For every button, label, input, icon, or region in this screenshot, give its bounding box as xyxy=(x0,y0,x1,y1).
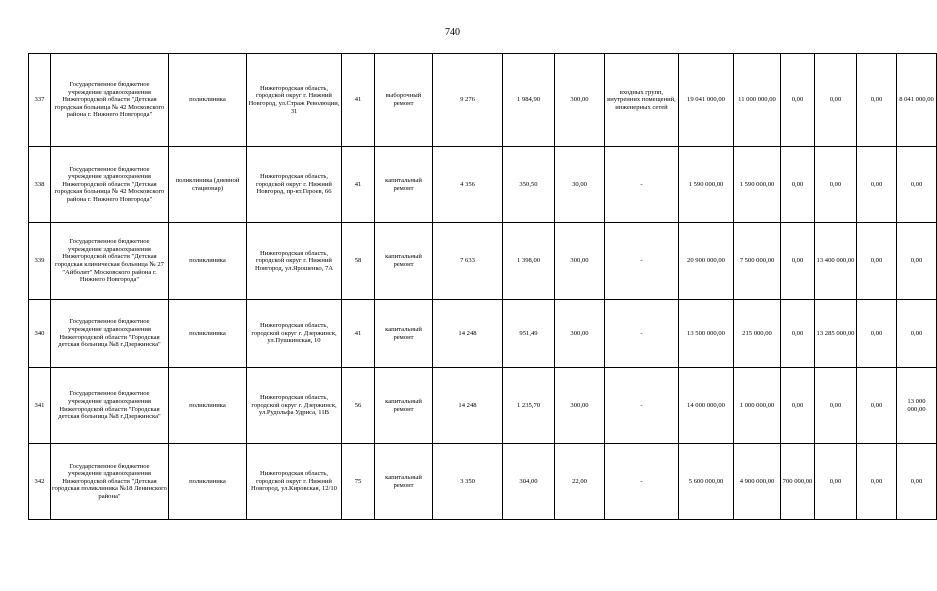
cell-col4: 75 xyxy=(342,444,375,520)
cell-col10: 1 590 000,00 xyxy=(679,147,734,223)
cell-col9: - xyxy=(605,147,679,223)
cell-col10: 14 000 000,00 xyxy=(679,368,734,444)
cell-col4: 41 xyxy=(342,147,375,223)
cell-col14: 0,00 xyxy=(857,444,897,520)
cell-institution: Государственное бюджетное учреждение здравоохранения Нижегородской области "Детская городская поликлиника №18 Ленинского района" xyxy=(51,444,169,520)
cell-col7: 1 984,90 xyxy=(503,54,555,147)
cell-col14: 0,00 xyxy=(857,54,897,147)
cell-col7: 1 398,00 xyxy=(503,223,555,300)
cell-col12: 0,00 xyxy=(781,54,815,147)
cell-facility-type: поликлиника xyxy=(169,300,247,368)
cell-address: Нижегородская область, городской округ г. Нижний Новгород, ул.Ярошенко, 7А xyxy=(247,223,342,300)
cell-number: 340 xyxy=(29,300,51,368)
cell-col12: 0,00 xyxy=(781,368,815,444)
cell-col8: 300,00 xyxy=(555,300,605,368)
cell-col15: 0,00 xyxy=(897,223,937,300)
cell-repair-type: капитальный ремонт xyxy=(375,300,433,368)
cell-address: Нижегородская область, городской округ г. Дзержинск, ул.Пушкинская, 10 xyxy=(247,300,342,368)
cell-col14: 0,00 xyxy=(857,223,897,300)
table-row xyxy=(29,300,937,368)
cell-institution: Государственное бюджетное учреждение здравоохранения Нижегородской области "Детская городская больница № 42 Московского района г. Нижнего Новгорода" xyxy=(51,54,169,147)
cell-col10: 13 500 000,00 xyxy=(679,300,734,368)
cell-repair-type: капитальный ремонт xyxy=(375,223,433,300)
cell-col12: 700 000,00 xyxy=(781,444,815,520)
cell-col15: 8 041 000,00 xyxy=(897,54,937,147)
cell-institution: Государственное бюджетное учреждение здравоохранения Нижегородской области "Детская городская больница № 42 Московского района г. Нижнего Новгорода" xyxy=(51,147,169,223)
cell-col10: 20 900 000,00 xyxy=(679,223,734,300)
cell-col9: входных групп, внутренних помещений, инженерных сетей xyxy=(605,54,679,147)
table-row xyxy=(29,147,937,223)
cell-col4: 41 xyxy=(342,54,375,147)
page-number: 740 xyxy=(445,27,460,38)
cell-col6: 14 248 xyxy=(433,368,503,444)
cell-col9: - xyxy=(605,368,679,444)
cell-col4: 56 xyxy=(342,368,375,444)
cell-col15: 13 000 000,00 xyxy=(897,368,937,444)
cell-col13: 13 400 000,00 xyxy=(815,223,857,300)
cell-col7: 951,49 xyxy=(503,300,555,368)
cell-col9: - xyxy=(605,300,679,368)
cell-facility-type: поликлиника xyxy=(169,223,247,300)
cell-col8: 300,00 xyxy=(555,223,605,300)
cell-col13: 0,00 xyxy=(815,444,857,520)
table-row xyxy=(29,223,937,300)
cell-col6: 9 276 xyxy=(433,54,503,147)
cell-col7: 304,00 xyxy=(503,444,555,520)
cell-address: Нижегородская область, городской округ г. Нижний Новгород, ул.Страж Революции, 31 xyxy=(247,54,342,147)
cell-col15: 0,00 xyxy=(897,147,937,223)
cell-repair-type: капитальный ремонт xyxy=(375,444,433,520)
cell-col14: 0,00 xyxy=(857,368,897,444)
cell-col8: 300,00 xyxy=(555,54,605,147)
cell-col10: 19 041 000,00 xyxy=(679,54,734,147)
cell-address: Нижегородская область, городской округ г. Нижний Новгород, ул.Кировская, 12/10 xyxy=(247,444,342,520)
cell-facility-type: поликлиника xyxy=(169,444,247,520)
cell-address: Нижегородская область, городской округ г. Дзержинск, ул.Рудольфа Удриса, 11В xyxy=(247,368,342,444)
facilities-table xyxy=(28,53,937,520)
cell-col13: 0,00 xyxy=(815,54,857,147)
table-row xyxy=(29,368,937,444)
cell-col7: 1 235,70 xyxy=(503,368,555,444)
cell-address: Нижегородская область, городской округ г. Нижний Новгород, пр-кт.Героев, 66 xyxy=(247,147,342,223)
cell-col11: 1 590 000,00 xyxy=(734,147,781,223)
cell-institution: Государственное бюджетное учреждение здравоохранения Нижегородской области "Городская детская больница №8 г.Дзержинска" xyxy=(51,300,169,368)
table-row xyxy=(29,54,937,147)
cell-col8: 22,00 xyxy=(555,444,605,520)
cell-facility-type: поликлиника (дневной стационар) xyxy=(169,147,247,223)
cell-institution: Государственное бюджетное учреждение здравоохранения Нижегородской области "Детская городская клиническая больница № 27 "Айболит" Московского района г. Нижнего Новгорода" xyxy=(51,223,169,300)
cell-number: 337 xyxy=(29,54,51,147)
cell-facility-type: поликлиника xyxy=(169,54,247,147)
cell-col6: 7 633 xyxy=(433,223,503,300)
cell-col9: - xyxy=(605,444,679,520)
cell-col12: 0,00 xyxy=(781,147,815,223)
cell-col13: 13 285 000,00 xyxy=(815,300,857,368)
cell-col15: 0,00 xyxy=(897,444,937,520)
cell-col12: 0,00 xyxy=(781,223,815,300)
cell-col9: - xyxy=(605,223,679,300)
cell-col11: 215 000,00 xyxy=(734,300,781,368)
cell-col4: 41 xyxy=(342,300,375,368)
cell-col11: 7 500 000,00 xyxy=(734,223,781,300)
cell-col6: 14 248 xyxy=(433,300,503,368)
cell-col6: 4 356 xyxy=(433,147,503,223)
cell-col13: 0,00 xyxy=(815,147,857,223)
cell-col11: 11 000 000,00 xyxy=(734,54,781,147)
cell-repair-type: капитальный ремонт xyxy=(375,368,433,444)
cell-number: 338 xyxy=(29,147,51,223)
cell-col8: 300,00 xyxy=(555,368,605,444)
cell-col12: 0,00 xyxy=(781,300,815,368)
cell-repair-type: выборочный ремонт xyxy=(375,54,433,147)
cell-col10: 5 600 000,00 xyxy=(679,444,734,520)
cell-col7: 350,50 xyxy=(503,147,555,223)
table-row xyxy=(29,444,937,520)
cell-number: 341 xyxy=(29,368,51,444)
cell-col11: 1 000 000,00 xyxy=(734,368,781,444)
cell-repair-type: капитальный ремонт xyxy=(375,147,433,223)
cell-col14: 0,00 xyxy=(857,147,897,223)
cell-facility-type: поликлиника xyxy=(169,368,247,444)
cell-col11: 4 900 000,00 xyxy=(734,444,781,520)
cell-institution: Государственное бюджетное учреждение здравоохранения Нижегородской области "Городская детская больница №8 г.Дзержинска" xyxy=(51,368,169,444)
cell-col13: 0,00 xyxy=(815,368,857,444)
cell-col6: 3 350 xyxy=(433,444,503,520)
cell-col8: 30,00 xyxy=(555,147,605,223)
cell-col15: 0,00 xyxy=(897,300,937,368)
cell-col4: 58 xyxy=(342,223,375,300)
cell-col14: 0,00 xyxy=(857,300,897,368)
cell-number: 339 xyxy=(29,223,51,300)
cell-number: 342 xyxy=(29,444,51,520)
